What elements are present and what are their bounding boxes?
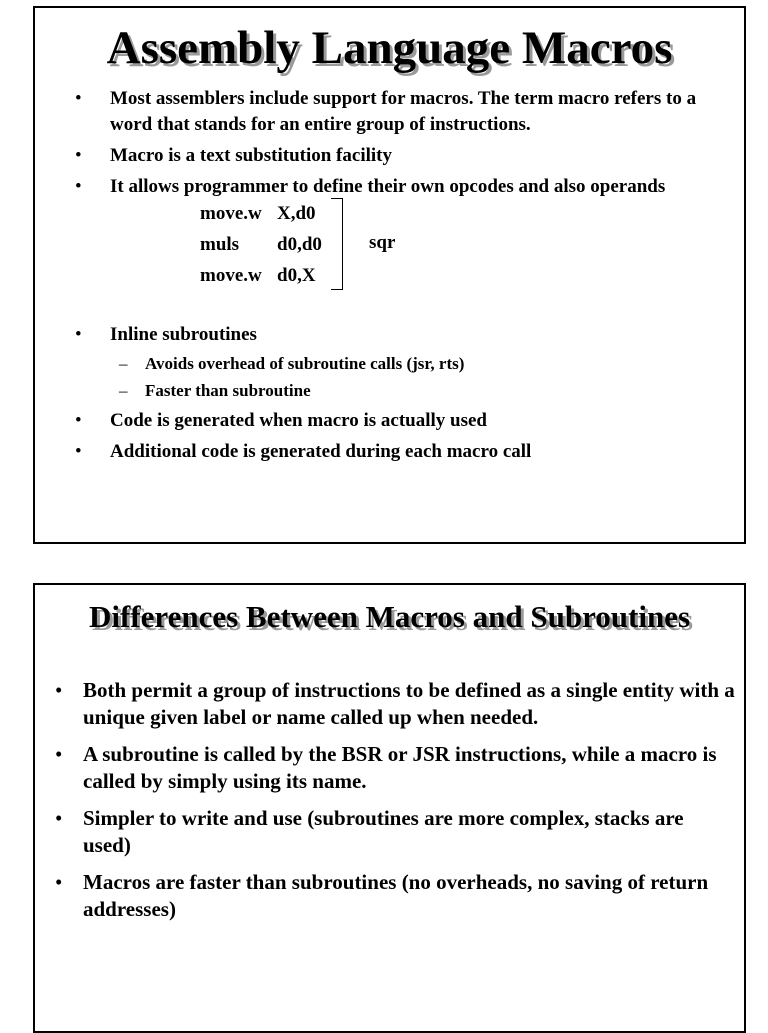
code-line: [200, 198, 340, 229]
bullet-icon: •: [75, 324, 82, 345]
code-line: [200, 229, 340, 260]
bullet-item: [55, 805, 735, 859]
dash-icon: –: [119, 354, 128, 373]
bullet-list: [55, 677, 735, 933]
bullet-item: [55, 869, 735, 923]
sub-bullet-item: [75, 377, 735, 404]
bullet-list-top: [75, 86, 735, 205]
sub-bullet-text: Avoids overhead of subroutine calls (jsr, rts): [145, 354, 465, 373]
slide-assembly-macros: [33, 6, 746, 544]
bullet-text: Most assemblers include support for macros. The term macro refers to a word that stands for an entire group of instructions.: [110, 88, 697, 135]
bullet-item: [75, 86, 735, 138]
code-opcode: move.w: [200, 265, 262, 286]
code-operand: X,d0: [277, 203, 316, 224]
bullet-text: Simpler to write and use (subroutines are more complex, stacks are used): [83, 806, 684, 857]
bullet-text: Additional code is generated during each macro call: [110, 441, 532, 462]
bullet-item: [55, 677, 735, 731]
code-opcode: move.w: [200, 203, 262, 224]
sub-bullet-text: Faster than subroutine: [145, 381, 311, 400]
bullet-text: Macro is a text substitution facility: [110, 145, 392, 166]
bullet-text: Inline subroutines: [110, 324, 257, 345]
bullet-text: Macros are faster than subroutines (no overheads, no saving of return addresses): [83, 870, 709, 921]
code-opcode: muls: [200, 234, 240, 255]
bullet-text: It allows programmer to define their own opcodes and also operands: [110, 176, 666, 197]
bullet-text: Code is generated when macro is actually used: [110, 410, 487, 431]
bullet-icon: •: [55, 806, 63, 830]
macro-name-label: sqr: [369, 232, 396, 253]
bullet-list-bottom: [75, 408, 735, 465]
sub-bullet-list: [75, 350, 735, 404]
slide-title: Differences Between Macros and Subroutines: [88, 599, 691, 634]
bullet-icon: •: [75, 88, 82, 109]
slide-macros-vs-subroutines: [33, 583, 746, 1033]
code-operand: d0,X: [277, 265, 316, 286]
bullet-list-inline: [75, 322, 735, 348]
code-line: [200, 260, 340, 291]
bullet-item: [75, 408, 735, 434]
bracket-icon: [331, 198, 343, 290]
bullet-icon: •: [75, 410, 82, 431]
bullet-text: Both permit a group of instructions to be defined as a single entity with a unique given label or name called up when needed.: [83, 678, 735, 729]
bullet-item: [55, 741, 735, 795]
code-operand: d0,d0: [277, 234, 322, 255]
bullet-icon: •: [55, 678, 63, 702]
bullet-icon: •: [75, 145, 82, 166]
bullet-item: [75, 143, 735, 169]
dash-icon: –: [119, 381, 128, 400]
bullet-text: A subroutine is called by the BSR or JSR instructions, while a macro is called by simply using its name.: [83, 742, 717, 793]
bullet-icon: •: [75, 176, 82, 197]
bullet-icon: •: [55, 870, 63, 894]
sub-bullet-item: [75, 350, 735, 377]
bullet-icon: •: [55, 742, 63, 766]
code-block: [200, 198, 340, 291]
bullet-icon: •: [75, 441, 82, 462]
bullet-item: [75, 322, 735, 348]
bullet-item: [75, 174, 735, 200]
bullet-item: [75, 439, 735, 465]
slide-title: Assembly Language Macros: [106, 22, 673, 74]
